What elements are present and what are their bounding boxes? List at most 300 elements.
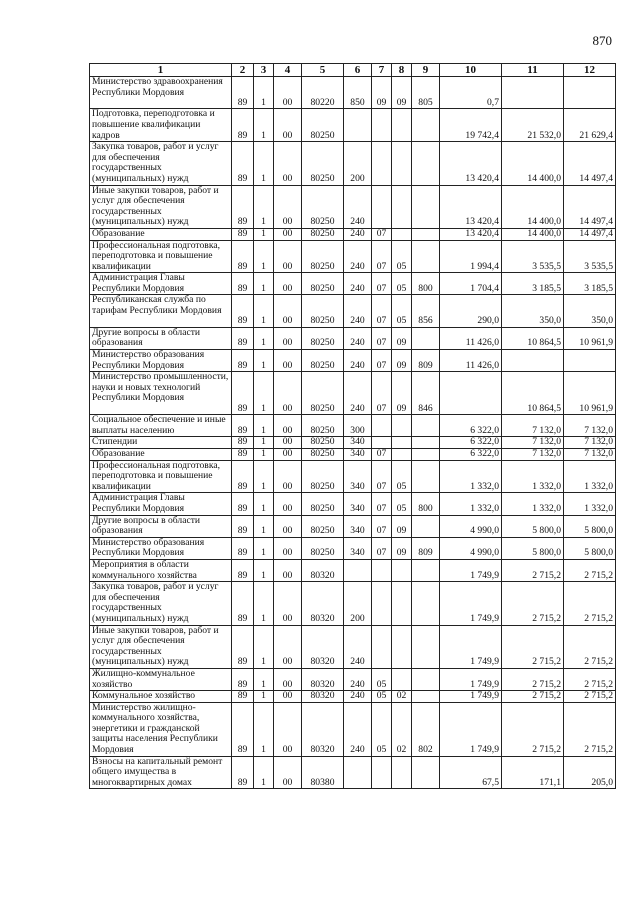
row-name: Другие вопросы в области образования	[90, 327, 232, 349]
row-code-6: 240	[344, 668, 372, 690]
row-code-7: 07	[372, 493, 392, 515]
row-code-9: 809	[412, 350, 440, 372]
row-name: Министерство здравоохранения Республики Мордовия	[90, 77, 232, 109]
row-code-9	[412, 109, 440, 142]
header-row	[90, 64, 616, 77]
row-amount-11: 3 185,5	[502, 273, 564, 295]
row-code-7	[372, 625, 392, 668]
row-code-9: 800	[412, 273, 440, 295]
row-code-8: 02	[392, 691, 412, 703]
row-amount-10: 67,5	[440, 756, 502, 789]
row-code-9: 856	[412, 295, 440, 327]
row-code-2: 89	[232, 668, 254, 690]
row-amount-12: 3 185,5	[564, 273, 616, 295]
row-amount-11: 10 864,5	[502, 327, 564, 349]
row-code-9	[412, 185, 440, 228]
row-code-3: 1	[254, 582, 274, 625]
row-name: Социальное обеспечение и иные выплаты населению	[90, 415, 232, 437]
row-code-5: 80250	[302, 295, 344, 327]
row-code-2: 89	[232, 273, 254, 295]
row-amount-10: 6 322,0	[440, 415, 502, 437]
row-amount-11: 1 332,0	[502, 493, 564, 515]
row-code-4: 00	[274, 582, 302, 625]
row-code-2: 89	[232, 327, 254, 349]
table-row	[90, 437, 616, 449]
row-code-3: 1	[254, 240, 274, 273]
row-code-3: 1	[254, 273, 274, 295]
row-code-9	[412, 582, 440, 625]
row-code-2: 89	[232, 460, 254, 493]
table-row	[90, 109, 616, 142]
row-code-4: 00	[274, 515, 302, 537]
row-amount-11: 5 800,0	[502, 537, 564, 559]
row-code-3: 1	[254, 142, 274, 185]
row-code-7	[372, 437, 392, 449]
row-amount-11: 5 800,0	[502, 515, 564, 537]
row-code-7	[372, 109, 392, 142]
table-row	[90, 415, 616, 437]
row-code-2: 89	[232, 77, 254, 109]
row-code-5: 80250	[302, 240, 344, 273]
row-code-6: 240	[344, 185, 372, 228]
row-code-5: 80250	[302, 493, 344, 515]
row-code-9	[412, 625, 440, 668]
row-name: Другие вопросы в области образования	[90, 515, 232, 537]
row-amount-10: 13 420,4	[440, 228, 502, 240]
row-code-3: 1	[254, 437, 274, 449]
row-amount-10: 4 990,0	[440, 515, 502, 537]
row-code-9	[412, 437, 440, 449]
row-code-4: 00	[274, 702, 302, 756]
row-amount-10: 0,7	[440, 77, 502, 109]
row-code-7: 07	[372, 228, 392, 240]
row-amount-10: 1 994,4	[440, 240, 502, 273]
row-code-9	[412, 327, 440, 349]
row-code-8	[392, 109, 412, 142]
row-amount-11: 2 715,2	[502, 559, 564, 581]
row-amount-10: 19 742,4	[440, 109, 502, 142]
row-code-4: 00	[274, 691, 302, 703]
row-code-9	[412, 460, 440, 493]
row-code-8	[392, 228, 412, 240]
row-code-6	[344, 559, 372, 581]
row-code-8	[392, 625, 412, 668]
row-code-8	[392, 668, 412, 690]
row-amount-11	[502, 77, 564, 109]
row-code-8: 09	[392, 537, 412, 559]
row-code-5: 80250	[302, 109, 344, 142]
table-row	[90, 295, 616, 327]
row-name: Профессиональная подготовка, переподготовка и повышение квалификации	[90, 460, 232, 493]
row-code-7: 05	[372, 691, 392, 703]
column-header: 10	[440, 64, 502, 77]
row-code-4: 00	[274, 240, 302, 273]
row-code-9	[412, 415, 440, 437]
row-code-5: 80320	[302, 625, 344, 668]
row-name: Коммунальное хозяйство	[90, 691, 232, 703]
row-code-4: 00	[274, 109, 302, 142]
row-code-6: 240	[344, 691, 372, 703]
row-code-6: 340	[344, 537, 372, 559]
row-amount-11: 14 400,0	[502, 142, 564, 185]
table-row	[90, 460, 616, 493]
table-row	[90, 240, 616, 273]
row-code-3: 1	[254, 559, 274, 581]
row-name: Иные закупки товаров, работ и услуг для обеспечения государственных (муниципальных) нужд	[90, 185, 232, 228]
row-code-5: 80250	[302, 449, 344, 461]
row-code-2: 89	[232, 109, 254, 142]
row-code-5: 80250	[302, 327, 344, 349]
row-code-8: 09	[392, 372, 412, 415]
row-code-4: 00	[274, 493, 302, 515]
row-code-4: 00	[274, 449, 302, 461]
row-code-5: 80250	[302, 415, 344, 437]
row-amount-12: 2 715,2	[564, 668, 616, 690]
row-amount-11: 14 400,0	[502, 228, 564, 240]
row-code-3: 1	[254, 77, 274, 109]
table-row	[90, 515, 616, 537]
row-code-2: 89	[232, 185, 254, 228]
row-name: Образование	[90, 449, 232, 461]
row-code-6	[344, 756, 372, 789]
row-code-6: 240	[344, 295, 372, 327]
row-name: Министерство промышленности, науки и новых технологий Республики Мордовия	[90, 372, 232, 415]
row-code-8	[392, 756, 412, 789]
row-code-7: 05	[372, 668, 392, 690]
row-code-7: 05	[372, 702, 392, 756]
row-amount-11: 3 535,5	[502, 240, 564, 273]
row-code-2: 89	[232, 537, 254, 559]
row-code-2: 89	[232, 415, 254, 437]
row-code-2: 89	[232, 691, 254, 703]
row-code-6: 240	[344, 273, 372, 295]
row-code-5: 80250	[302, 437, 344, 449]
row-code-4: 00	[274, 372, 302, 415]
row-code-4: 00	[274, 460, 302, 493]
row-code-7: 07	[372, 460, 392, 493]
row-amount-12: 21 629,4	[564, 109, 616, 142]
row-code-5: 80250	[302, 460, 344, 493]
row-code-7: 07	[372, 295, 392, 327]
row-amount-10: 1 749,9	[440, 691, 502, 703]
table-row	[90, 142, 616, 185]
column-header: 5	[302, 64, 344, 77]
table-row	[90, 273, 616, 295]
row-amount-10: 6 322,0	[440, 449, 502, 461]
row-code-9: 802	[412, 702, 440, 756]
row-code-2: 89	[232, 228, 254, 240]
table-row	[90, 702, 616, 756]
row-code-9	[412, 240, 440, 273]
row-amount-12: 7 132,0	[564, 415, 616, 437]
row-code-5: 80380	[302, 756, 344, 789]
row-code-4: 00	[274, 350, 302, 372]
row-amount-12: 7 132,0	[564, 449, 616, 461]
column-header: 12	[564, 64, 616, 77]
row-amount-10: 1 749,9	[440, 559, 502, 581]
row-code-4: 00	[274, 756, 302, 789]
row-amount-10: 6 322,0	[440, 437, 502, 449]
row-code-6: 240	[344, 625, 372, 668]
row-amount-11: 2 715,2	[502, 625, 564, 668]
row-code-4: 00	[274, 668, 302, 690]
row-amount-12: 1 332,0	[564, 460, 616, 493]
table-row	[90, 668, 616, 690]
column-header: 2	[232, 64, 254, 77]
row-amount-12: 5 800,0	[564, 515, 616, 537]
row-code-5: 80250	[302, 142, 344, 185]
row-amount-12: 2 715,2	[564, 625, 616, 668]
table-row	[90, 449, 616, 461]
row-amount-12: 10 961,9	[564, 372, 616, 415]
row-name: Закупка товаров, работ и услуг для обеспечения государственных (муниципальных) нужд	[90, 582, 232, 625]
row-code-4: 00	[274, 625, 302, 668]
row-code-8: 05	[392, 273, 412, 295]
row-code-5: 80250	[302, 350, 344, 372]
row-code-6: 240	[344, 350, 372, 372]
row-code-9: 800	[412, 493, 440, 515]
row-code-8	[392, 437, 412, 449]
row-code-4: 00	[274, 77, 302, 109]
row-code-3: 1	[254, 537, 274, 559]
row-code-9	[412, 142, 440, 185]
table-row	[90, 350, 616, 372]
row-amount-10: 1 704,4	[440, 273, 502, 295]
row-code-7: 07	[372, 273, 392, 295]
table-row	[90, 228, 616, 240]
row-code-2: 89	[232, 559, 254, 581]
column-header: 3	[254, 64, 274, 77]
row-name: Министерство образования Республики Мордовия	[90, 350, 232, 372]
row-amount-11: 7 132,0	[502, 449, 564, 461]
row-code-3: 1	[254, 691, 274, 703]
row-code-3: 1	[254, 460, 274, 493]
column-header: 1	[90, 64, 232, 77]
row-name: Мероприятия в области коммунального хозяйства	[90, 559, 232, 581]
table-row	[90, 625, 616, 668]
row-code-6: 300	[344, 415, 372, 437]
row-code-2: 89	[232, 240, 254, 273]
row-code-8	[392, 559, 412, 581]
row-code-3: 1	[254, 449, 274, 461]
row-code-6: 200	[344, 582, 372, 625]
row-code-5: 80220	[302, 77, 344, 109]
row-code-4: 00	[274, 228, 302, 240]
row-code-4: 00	[274, 295, 302, 327]
row-name: Министерство образования Республики Мордовия	[90, 537, 232, 559]
row-name: Стипендии	[90, 437, 232, 449]
row-amount-12: 1 332,0	[564, 493, 616, 515]
row-code-2: 89	[232, 493, 254, 515]
row-amount-10: 11 426,0	[440, 327, 502, 349]
row-code-8	[392, 185, 412, 228]
row-code-2: 89	[232, 582, 254, 625]
table-row	[90, 582, 616, 625]
row-code-7: 07	[372, 449, 392, 461]
row-code-5: 80320	[302, 668, 344, 690]
row-amount-12: 14 497,4	[564, 185, 616, 228]
row-name: Администрация Главы Республики Мордовия	[90, 273, 232, 295]
row-code-2: 89	[232, 625, 254, 668]
row-code-3: 1	[254, 327, 274, 349]
row-amount-12: 7 132,0	[564, 437, 616, 449]
budget-table	[89, 63, 616, 789]
row-amount-10: 11 426,0	[440, 350, 502, 372]
row-code-9	[412, 559, 440, 581]
row-code-8: 02	[392, 702, 412, 756]
row-amount-11: 2 715,2	[502, 668, 564, 690]
row-code-9	[412, 668, 440, 690]
row-code-6: 340	[344, 515, 372, 537]
row-code-6: 340	[344, 493, 372, 515]
table-row	[90, 493, 616, 515]
row-code-7: 07	[372, 537, 392, 559]
row-code-9: 809	[412, 537, 440, 559]
row-code-6: 240	[344, 372, 372, 415]
row-amount-12: 350,0	[564, 295, 616, 327]
row-code-2: 89	[232, 372, 254, 415]
row-code-8: 05	[392, 493, 412, 515]
table-row	[90, 185, 616, 228]
row-amount-10: 1 749,9	[440, 702, 502, 756]
row-code-6: 340	[344, 449, 372, 461]
row-code-7: 07	[372, 327, 392, 349]
row-name: Республиканская служба по тарифам Республики Мордовия	[90, 295, 232, 327]
table-row	[90, 756, 616, 789]
row-amount-10: 1 332,0	[440, 460, 502, 493]
row-code-3: 1	[254, 702, 274, 756]
row-amount-12: 10 961,9	[564, 327, 616, 349]
row-code-8	[392, 449, 412, 461]
row-amount-11: 21 532,0	[502, 109, 564, 142]
row-amount-11: 171,1	[502, 756, 564, 789]
row-name: Министерство жилищно-коммунального хозяйства, энергетики и гражданской защиты населения Республики Мордовия	[90, 702, 232, 756]
row-code-7	[372, 415, 392, 437]
row-name: Образование	[90, 228, 232, 240]
row-code-9	[412, 756, 440, 789]
column-header: 9	[412, 64, 440, 77]
row-code-3: 1	[254, 109, 274, 142]
row-code-5: 80250	[302, 372, 344, 415]
row-amount-11: 10 864,5	[502, 372, 564, 415]
table-row	[90, 372, 616, 415]
row-name: Жилищно-коммунальное хозяйство	[90, 668, 232, 690]
row-code-8: 09	[392, 350, 412, 372]
row-code-7: 07	[372, 350, 392, 372]
row-code-7: 07	[372, 372, 392, 415]
row-code-9	[412, 515, 440, 537]
table-row	[90, 559, 616, 581]
row-code-5: 80250	[302, 537, 344, 559]
row-code-2: 89	[232, 142, 254, 185]
row-name: Закупка товаров, работ и услуг для обеспечения государственных (муниципальных) нужд	[90, 142, 232, 185]
row-code-6: 340	[344, 460, 372, 493]
row-code-7	[372, 582, 392, 625]
row-code-9	[412, 228, 440, 240]
row-amount-12: 14 497,4	[564, 142, 616, 185]
row-code-7: 07	[372, 515, 392, 537]
row-amount-10: 4 990,0	[440, 537, 502, 559]
row-code-4: 00	[274, 327, 302, 349]
row-code-8: 09	[392, 327, 412, 349]
row-code-2: 89	[232, 515, 254, 537]
row-amount-12: 3 535,5	[564, 240, 616, 273]
row-amount-11: 7 132,0	[502, 415, 564, 437]
row-code-4: 00	[274, 185, 302, 228]
row-code-8: 05	[392, 295, 412, 327]
row-name: Администрация Главы Республики Мордовия	[90, 493, 232, 515]
row-code-3: 1	[254, 350, 274, 372]
row-code-3: 1	[254, 515, 274, 537]
row-name: Взносы на капитальный ремонт общего имущества в многоквартирных домах	[90, 756, 232, 789]
row-code-2: 89	[232, 756, 254, 789]
row-code-5: 80320	[302, 559, 344, 581]
table-row	[90, 691, 616, 703]
row-code-9: 846	[412, 372, 440, 415]
row-code-6	[344, 109, 372, 142]
row-code-6: 200	[344, 142, 372, 185]
row-amount-11: 2 715,2	[502, 691, 564, 703]
row-code-4: 00	[274, 273, 302, 295]
row-name: Иные закупки товаров, работ и услуг для обеспечения государственных (муниципальных) нужд	[90, 625, 232, 668]
row-code-6: 240	[344, 228, 372, 240]
table-header	[90, 64, 616, 77]
row-code-8: 09	[392, 515, 412, 537]
row-amount-10: 13 420,4	[440, 142, 502, 185]
row-amount-10: 1 749,9	[440, 668, 502, 690]
table-row	[90, 327, 616, 349]
row-code-3: 1	[254, 295, 274, 327]
row-amount-12	[564, 77, 616, 109]
column-header: 6	[344, 64, 372, 77]
row-code-5: 80250	[302, 273, 344, 295]
row-amount-12: 2 715,2	[564, 582, 616, 625]
column-header: 8	[392, 64, 412, 77]
row-code-7: 09	[372, 77, 392, 109]
column-header: 4	[274, 64, 302, 77]
row-amount-11: 350,0	[502, 295, 564, 327]
row-code-8	[392, 415, 412, 437]
row-code-2: 89	[232, 437, 254, 449]
row-amount-12: 2 715,2	[564, 691, 616, 703]
row-amount-11	[502, 350, 564, 372]
row-code-7	[372, 559, 392, 581]
row-amount-10	[440, 372, 502, 415]
table-row	[90, 77, 616, 109]
row-amount-11: 2 715,2	[502, 702, 564, 756]
row-code-2: 89	[232, 295, 254, 327]
row-amount-11: 2 715,2	[502, 582, 564, 625]
row-code-2: 89	[232, 350, 254, 372]
row-code-5: 80320	[302, 691, 344, 703]
row-code-3: 1	[254, 625, 274, 668]
row-code-4: 00	[274, 537, 302, 559]
row-code-3: 1	[254, 493, 274, 515]
row-code-5: 80250	[302, 228, 344, 240]
row-code-7	[372, 142, 392, 185]
row-amount-12	[564, 350, 616, 372]
row-code-4: 00	[274, 415, 302, 437]
row-amount-10: 13 420,4	[440, 185, 502, 228]
row-code-3: 1	[254, 228, 274, 240]
row-code-8: 09	[392, 77, 412, 109]
row-code-7	[372, 185, 392, 228]
row-code-4: 00	[274, 437, 302, 449]
row-code-6: 240	[344, 702, 372, 756]
row-code-2: 89	[232, 702, 254, 756]
page-number: 870	[592, 33, 612, 48]
row-amount-12: 2 715,2	[564, 702, 616, 756]
